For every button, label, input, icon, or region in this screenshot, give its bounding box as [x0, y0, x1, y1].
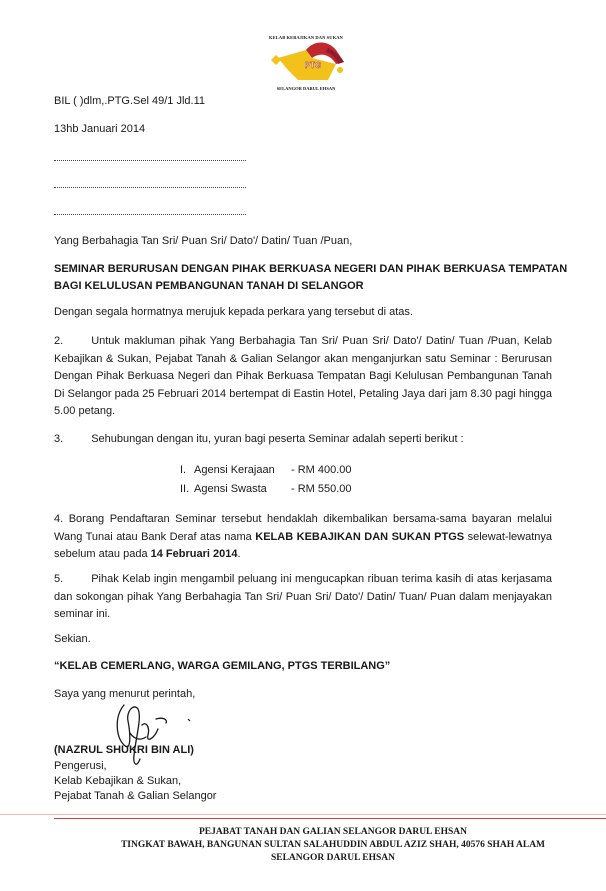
paragraph-5-number: 5. — [54, 573, 64, 585]
paragraph-5-text: Pihak Kelab ingin mengambil peluang ini mengucapkan ribuan terima kasih di atas kerjasama dan sokongan pihak Yang Berbahagia Tan Sri/ Puan Sri/ Dato'/ Datin/ Tuan/ Puan dalam menjayakan seminar ini. — [54, 573, 552, 620]
paragraph-4-end: . — [237, 548, 241, 560]
club-logo — [266, 40, 346, 86]
handwritten-signature — [110, 697, 200, 777]
footer-rule-red — [54, 818, 606, 819]
signatory-organisation-1: Kelab Kebajikan & Sukan, — [54, 775, 182, 787]
address-line-3 — [54, 214, 246, 215]
address-line-2 — [54, 187, 246, 188]
logo-bottom-text: SELANGOR DARUL EHSAN — [276, 86, 336, 91]
letter-date: 13hb Januari 2014 — [54, 123, 146, 135]
payee-name: KELAB KEBAJIKAN DAN SUKAN PTGS — [255, 530, 465, 543]
fee-item-number: I. — [180, 464, 187, 476]
logo-badge-text: PTG — [304, 61, 322, 70]
paragraph-4-text-a: 4. Borang Pendaftaran Seminar tersebut hendaklah dikembalikan bersama-sama bayaran melalui Wang Tunai atau Bank Deraf atas nama — [54, 513, 552, 543]
paragraph-4-text-b: selewat-lewatnya sebelum atau pada — [54, 530, 552, 560]
subject-title-line-1: SEMINAR BERURUSAN DENGAN PIHAK BERKUASA NEGERI DAN PIHAK BERKUASA TEMPATAN — [54, 263, 568, 275]
logo-dot-right — [337, 67, 343, 73]
fee-item-number: II. — [180, 483, 190, 495]
paragraph-3 — [54, 433, 464, 445]
fee-item-type: Agensi Swasta — [194, 483, 267, 495]
subject-title-line-2: BAGI KELULUSAN PEMBANGUNAN TANAH DI SELANGOR — [54, 280, 364, 292]
footer-rule-light — [0, 814, 606, 815]
paragraph-2-text: Untuk makluman pihak Yang Berbahagia Tan Sri/ Puan Sri/ Dato'/ Datin/ Tuan /Puan, Kelab Kebajikan & Sukan, Pejabat Tanah & Galian Selangor akan menganjurkan satu Seminar : Berurusan Dengan Pihak Berkuasa Negeri dan Pihak Berkuasa Tempatan Bagi Kelulusan Pembangunan Tanah Di Selangor pada 25 Februari 2014 bertempat di Eastin Hotel, Petaling Jaya dari jam 8.30 pagi hingga 5.00 petang. — [54, 335, 552, 417]
closing: Sekian. — [54, 633, 91, 645]
signatory-title: Pengerusi, — [54, 760, 107, 772]
paragraph-3-text: Sehubungan dengan itu, yuran bagi peserta Seminar adalah seperti berikut : — [91, 433, 464, 445]
logo-diamond-left — [271, 55, 281, 65]
signatory-organisation-2: Pejabat Tanah & Galian Selangor — [54, 790, 217, 802]
fee-item-type: Agensi Kerajaan — [194, 464, 275, 476]
paragraph-3-number: 3. — [54, 433, 64, 445]
motto: “KELAB CEMERLANG, WARGA GEMILANG, PTGS TERBILANG” — [54, 660, 391, 672]
footer-line-2: TINGKAT BAWAH, BANGUNAN SULTAN SALAHUDDIN ABDUL AZIZ SHAH, 40576 SHAH ALAM — [120, 840, 546, 850]
paragraph-2-number: 2. — [54, 335, 64, 347]
salutation: Yang Berbahagia Tan Sri/ Puan Sri/ Dato'/ Datin/ Tuan /Puan, — [54, 235, 353, 247]
logo-top-text: KELAB KEBAJIKAN DAN SUKAN — [269, 35, 343, 40]
fee-item-amount: - RM 550.00 — [291, 483, 352, 495]
signatory-name: (NAZRUL SHUKRI BIN ALI) — [54, 744, 194, 756]
footer-line-1: PEJABAT TANAH DAN GALIAN SELANGOR DARUL EHSAN — [199, 827, 467, 837]
paragraph-4 — [54, 511, 552, 564]
reference-number: BIL ( )dlm,.PTG.Sel 49/1 Jld.11 — [54, 95, 206, 107]
fee-item-amount: - RM 400.00 — [291, 464, 352, 476]
intro-paragraph: Dengan segala hormatnya merujuk kepada perkara yang tersebut di atas. — [54, 306, 413, 318]
paragraph-2 — [54, 333, 552, 421]
footer-line-3: SELANGOR DARUL EHSAN — [270, 853, 396, 863]
address-line-1 — [54, 160, 246, 161]
paragraph-5 — [54, 571, 552, 624]
deadline-date: 14 Februari 2014 — [150, 548, 238, 560]
sign-off: Saya yang menurut perintah, — [54, 688, 196, 700]
